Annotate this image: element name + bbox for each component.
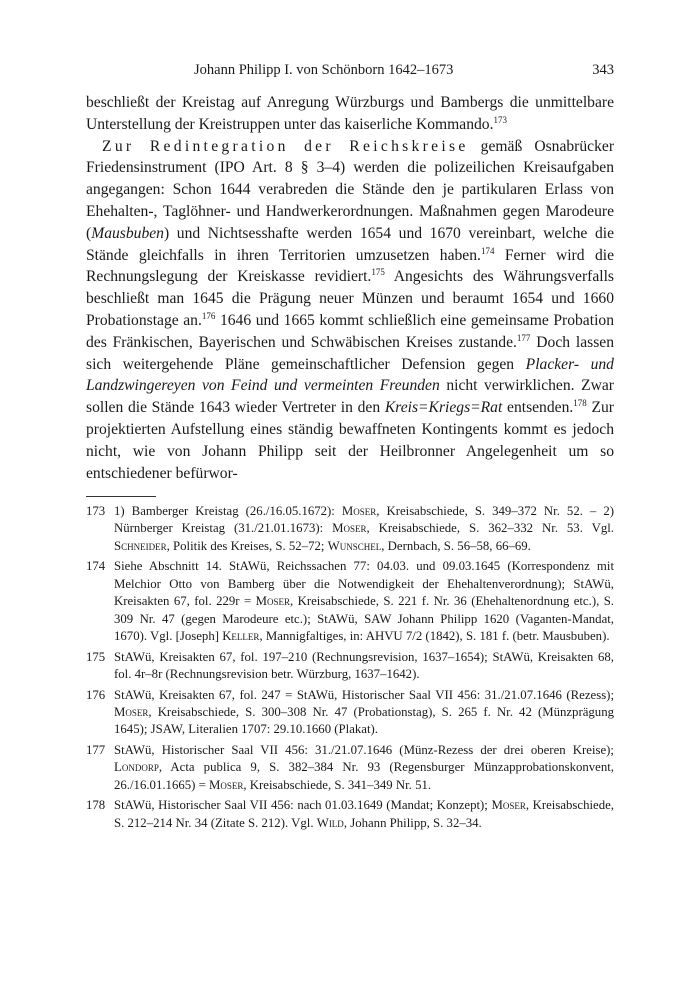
footnote-177 [86,742,614,794]
footnote-separator [86,496,156,497]
footnote-ref-173[interactable]: 173 [493,114,507,125]
paragraph-1-text: beschließt der Kreistag auf Anregung Würzburgs und Bambergs die unmittelbare Unterstellung der Kreistruppen unter das kaiserliche Kommando. [86,94,614,133]
footnote-text: , Mannigfaltiges, in: AHVU 7/2 (1842), S. 181 f. (betr. Mausbuben). [259,629,610,644]
footnote-text: , Johann Philipp, S. 32–34. [343,815,482,830]
paragraph-2-text: nicht verwirklichen. Zwar sollen die Stände 1643 wieder Vertreter in den [86,377,614,417]
footnote-text: , Politik des Kreises, S. 52–72; [166,538,328,553]
footnote-text: StAWü, Kreisakten 67, fol. 247 = StAWü, Historischer Saal VII 456: 31./21.07.1646 (Rezess); [114,687,614,702]
spaced-heading-phrase: Zur Redintegration der Reichskreise [102,137,469,155]
author-name: Londorp [114,760,159,775]
paragraph-2-text: entsenden. [502,399,574,417]
footnote-text: , Kreisabschiede, S. 341–349 Nr. 51. [243,777,432,792]
footnotes [86,503,614,835]
footnote-ref-177[interactable]: 177 [516,332,531,343]
paragraph-1 [86,92,614,136]
footnote-text: , Kreisabschiede, S. 221 f. Nr. 36 (Ehehaltenordnung etc.), S. 309 Nr. 47 (gegen Marodeure etc.); StAWü, SAW Johann Philipp 1620 (Vaganten-Mandat, 1670). Vgl. [Joseph] [114,594,615,644]
author-name: Schneider [114,538,167,553]
footnote-text: , Kreisabschiede, S. 300–308 Nr. 47 (Probationstag), S. 265 f. Nr. 42 (Münzprägung 1645); JSAW, Literalien 1707: 29.10.1660 (Plakat). [114,705,614,737]
italic-term-mausbuben: Mausbuben [91,224,164,242]
footnote-text: , Dernbach, S. 56–58, 66–69. [381,538,531,553]
paragraph-2-text: 1646 und 1665 kommt schließlich eine gemeinsame Probation des Fränkischen, Bayerischen und Schwäbischen Kreises zustande. [86,311,614,351]
footnote-173 [86,503,614,555]
footnote-text: 1) Bamberger Kreistag (26./16.05.1672): [114,504,342,518]
footnote-ref-174[interactable]: 174 [480,245,495,256]
footnote-174 [86,558,614,645]
main-text [86,92,614,484]
footnote-175 [86,649,614,684]
paragraph-2-text: Doch lassen sich weitergehende Pläne gemeinschaftlicher Defension gegen [86,333,614,373]
footnote-text: StAWü, Kreisakten 67, fol. 197–210 (Rechnungsrevision, 1637–1654); StAWü, Kreisakten 68, fol. 4r–8r (Rechnungsrevision betr. Würzburg, 1637–1642). [114,649,614,682]
footnote-number: 175 [86,649,106,664]
author-name: Moser [255,594,290,609]
paragraph-2-text: ) und Nichtsesshafte werden 1654 und 1670 vereinbart, welche die Stände gleichfalls in ihren Territorien umzusetzen haben. [86,224,614,264]
italic-quote-placker: Placker- und Landzwingereyen von Feind und vermeinten Freunden [86,355,614,395]
footnote-text: StAWü, Historischer Saal VII 456: nach 01.03.1649 (Mandat; Konzept); [114,798,492,813]
footnote-ref-176[interactable]: 176 [201,310,216,321]
author-name: Moser [341,504,377,518]
footnote-text: , Acta publica 9, S. 382–384 Nr. 93 (Regensburger Münzapprobationskonvent, 26./16.01.1665) = [114,760,614,792]
footnote-ref-178[interactable]: 178 [573,397,587,408]
author-name: Moser [114,705,149,720]
footnote-number: 174 [86,559,106,574]
footnote-text: , Kreisabschiede, S. 362–332 Nr. 53. Vgl. [366,521,614,536]
footnote-178 [86,797,614,832]
running-head [86,62,614,82]
footnote-text: Siehe Abschnitt 14. StAWü, Reichssachen 77: 04.03. und 09.03.1645 (Korrespondenz mit Melchior Otto von Bamberg über die Notwendigkeit der Ehehaltenverordnung); StAWü, Kreisakten 67, fol. 229r = [114,559,614,609]
author-name: Wild [316,815,344,830]
footnote-number: 176 [86,687,106,702]
footnote-176 [86,687,614,739]
running-title: Johann Philipp I. von Schönborn 1642–1673 [194,62,454,78]
footnote-text: , Kreisabschiede, S. 212–214 Nr. 34 (Zitate S. 212). Vgl. [114,798,614,830]
paragraph-2-text: gemäß Osnabrücker Friedensinstrument (IPO Art. 8 § 3–4) werden die polizeilichen Kreisaufgaben angegangen: Schon 1644 verabreden die Stände den je partikularen Erlass von Ehehalten-, Taglöhner- und Handwerkerordnungen. Maßnahmen gegen Marodeure ( [86,137,615,242]
footnote-number: 177 [86,743,106,758]
paragraph-2-text: Angesichts des Währungsverfalls beschließt man 1645 die Prägung neuer Münzen und beraumt 1654 und 1660 Probationstage an. [86,268,614,329]
paragraph-2 [86,136,614,485]
author-name: Moser [209,777,244,792]
author-name: Keller [222,629,260,644]
paragraph-2-text: Zur projektierten Aufstellung eines ständig bewaffneten Kontingents kommt es jedoch nicht, wie von Johann Philipp seit der Heilbronner Angelegenheit um so entschiedener befürwor- [86,399,614,482]
footnote-text: , Kreisabschiede, S. 349–372 Nr. 52. – 2) Nürnberger Kreistag (31./21.01.1673): [114,504,614,536]
italic-term-kriegsrat: Kreis=Kriegs=Rat [384,399,503,417]
footnote-ref-175[interactable]: 175 [371,267,385,278]
author-name: Wunschel [327,538,382,553]
footnote-number: 173 [86,504,106,518]
author-name: Moser [332,521,367,536]
author-name: Moser [491,798,526,813]
paragraph-2-text: Ferner wird die Rechnungslegung der Kreiskasse revidiert. [86,246,615,286]
footnote-number: 178 [86,798,106,813]
footnote-text: StAWü, Historischer Saal VII 456: 31./21.07.1646 (Münz-Rezess der drei oberen Kreise); [114,743,614,758]
page-number: 343 [592,62,614,78]
